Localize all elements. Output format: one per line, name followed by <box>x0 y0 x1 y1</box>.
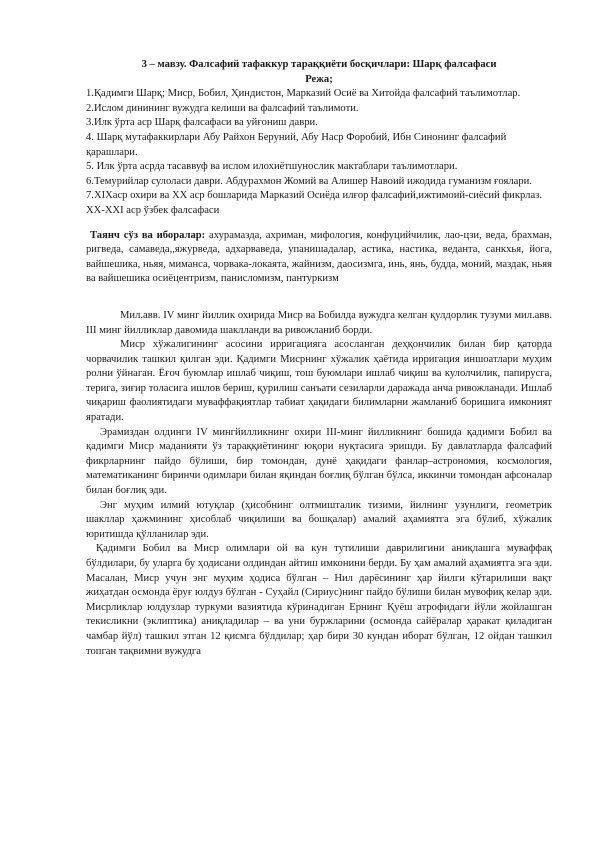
plan-item: 6.Темурийлар сулоласи даври. Абдурахмон Жомий ва Алишер Навоий ижодида гуманизм ғоялари. <box>86 175 532 187</box>
keywords-label: Таянч сўз ва иборалар: <box>90 229 206 241</box>
topic-title: 3 – мавзу. Фалсафий тафаккур тараққиёти босқичлари: Шарқ фалсафаси <box>141 59 497 70</box>
plan-item: 3.Илк ўрта аср Шарқ фалсафаси ва уйғониш даври. <box>86 117 318 129</box>
plan-item: 1.Қадимги Шарқ; Миср, Бобил, Ҳиндистон, Марказий Осиё ва Хитойда фалсафий таълимотлар. <box>86 88 521 100</box>
plan-item: 7.XIХаср охири ва XX аср бошларида Марказий Осиёда илғор фалсафий,ижтимоий-сиёсий фикрлаз. XX-XXI аср ўзбек фалсафаси <box>86 190 542 216</box>
plan-item: 2.Ислом динининг вужудга келиши ва фалсафий таълимоти. <box>86 102 359 114</box>
document-page <box>86 58 552 659</box>
body-paragraph: Қадимги Бобил ва Миср олимлари ой ва кун тутилиши даврилигини аниқлашга муваффақ бўлдилари, бу уларга бу ҳодисани олдиндан айтиш имконини берди. Бу ҳам амалий аҳамиятга эга эди. Масалан, Миср учун энг муҳим ҳодиса бўлган – Нил дарёсининг ҳар йилги кўтарилиши вақт жиҳатдан осмонда ёруғ юлдуз бўлган - Суҳайл (Сириус)нинг пайдо бўлиши билан мувофиқ келар эди. Мисрликлар юлдузлар туркуми вазиятида кўринадиган Ернинг Қуёш атрофидаги йўли жойлашган текисликни (эклиптика) аниқладилар – ва уни буржларини (осмонда сайёралар ҳаракат қиладиган чамбар йўл) ташкил этган 12 қисмга бўлдилар; ҳар бири 30 кундан иборат бўлган, 12 ойдан ташкил топган тақвимни вужудга <box>86 543 552 657</box>
keywords-paragraph <box>86 229 552 287</box>
body-paragraph: Мил.авв. IV минг йиллик охирида Миср ва Бобилда вужудга келган қулдорлик тузуми мил.авв. III минг йилликлар давомида шаклланди ва ривожланиб борди. <box>86 309 552 336</box>
plan-item: 4. Шарқ мутафаккирлари Абу Райхон Беруний, Абу Наср Форобий, Ибн Синонинг фалсафий қарашлари. <box>86 131 507 158</box>
body-paragraph: Миср хўжалигининг асосини ирригацияга асосланган деҳқончилик билан бир қаторда чорвачилик ташкил қилган эди. Қадимги Мисрнинг хўжалик ҳаётида ирригация иншоатлари муҳим ролни ўйнаган. Ёғоч буюмлар ишлаб чиқиш, тош буюмлари ишлаб чиқиш ва кулолчилик, папирусга, терига, зиғир толасига ишлов бериш, қурилиш санъати сезиларли даражада анча ривожланади. Ишлаб чиқариш фаолиятидаги муваффақиятлар табиат ҳақидаги билимларни жамланиб боришига имконият яратади. <box>86 339 552 424</box>
body-paragraph: Эрамиздан олдинги IV мингйилликнинг охири III-минг йилликнинг бошида қадимги Бобил ва қадимги Миср маданияти ўз тараққиётининг юқори нуқтасига эришди. Бу давлатларда фалсафий фикрларнинг пайдо бўлиши, бир томондан, дунё ҳақидаги фанлар–астрономия, космология, математиканинг биринчи одимлари билан яқиндан боғлиқ бўлган бўлса, иккинчи томондан афсоналар билан боғлиқ эди. <box>86 426 552 497</box>
keywords-text: ахурамазда, ахриман, мифология, конфуцийчилик, лао-цзи, веда, брахман, ригведа, самаведа,,яжурведа, адхарваведа, упанишадалар, астика, настика, веданта, санкхья, йога, вайшешика, ньяя, миманса, чорвака-локаята, жайнизм, даосизмга, инь, янь, будда, моний, маздак, ньяя ва вайшешика осиёцентризм, панисломизм, пантуркизм <box>86 229 552 285</box>
plan-heading: Режа; <box>305 73 333 85</box>
plan-item: 5. Илк ўрта асрда тасаввуф ва ислом илохиётшунослик мактаблари таълимотлари. <box>86 161 458 173</box>
body-paragraph: Энг муҳим илмий ютуқлар (ҳисобнинг олтмишталик тизими, йилнинг узунлиги, геометрик шакллар ҳажмининг ҳисоблаб чиқилиши ва бошқалар) амалий аҳамиятга эга бўлиб, хўжалик юритишда қўлланилар эди. <box>86 499 552 540</box>
plan-list <box>86 87 552 218</box>
